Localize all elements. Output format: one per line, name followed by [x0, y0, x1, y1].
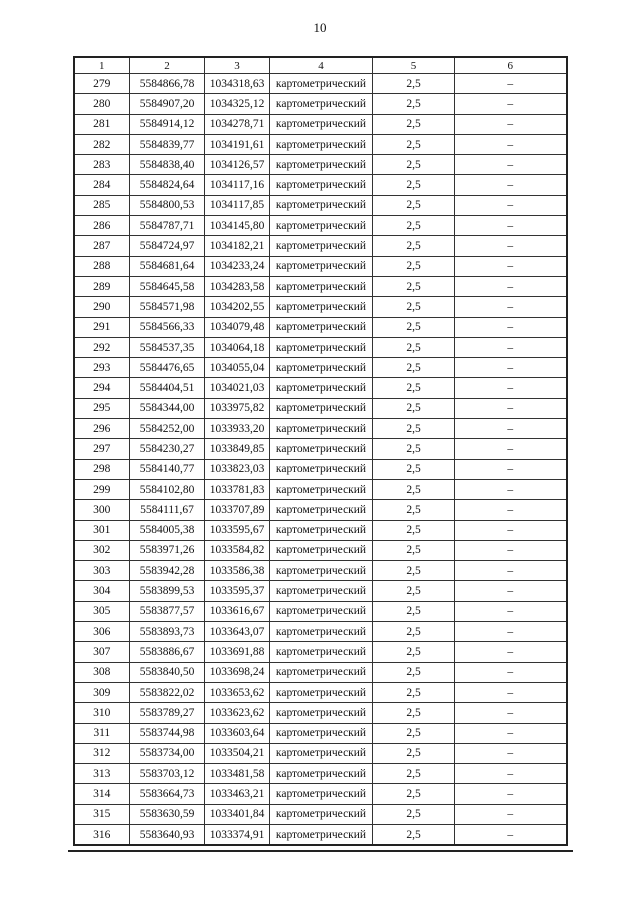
table-row — [74, 195, 567, 215]
cell-coord-x: 5584839,77 — [130, 134, 205, 154]
table-row — [74, 317, 567, 337]
cell-accuracy: 2,5 — [373, 74, 455, 94]
cell-method: картометрический — [270, 378, 373, 398]
cell-method: картометрический — [270, 317, 373, 337]
cell-point-number: 288 — [74, 256, 130, 276]
cell-accuracy: 2,5 — [373, 94, 455, 114]
cell-point-number: 314 — [74, 784, 130, 804]
header-col-5: 5 — [373, 57, 455, 74]
cell-coord-y: 1034079,48 — [205, 317, 270, 337]
cell-accuracy: 2,5 — [373, 764, 455, 784]
cell-accuracy: 2,5 — [373, 784, 455, 804]
cell-coord-y: 1034064,18 — [205, 337, 270, 357]
cell-accuracy: 2,5 — [373, 398, 455, 418]
cell-coord-y: 1033603,64 — [205, 723, 270, 743]
cell-accuracy: 2,5 — [373, 682, 455, 702]
cell-method: картометрический — [270, 601, 373, 621]
table-row — [74, 479, 567, 499]
cell-point-number: 316 — [74, 824, 130, 845]
table-row — [74, 216, 567, 236]
cell-coord-x: 5584566,33 — [130, 317, 205, 337]
cell-coord-y: 1033698,24 — [205, 662, 270, 682]
cell-note: – — [455, 581, 567, 601]
cell-note: – — [455, 520, 567, 540]
cell-coord-y: 1034117,16 — [205, 175, 270, 195]
cell-note: – — [455, 784, 567, 804]
cell-coord-y: 1033595,37 — [205, 581, 270, 601]
table-row — [74, 723, 567, 743]
table-row — [74, 642, 567, 662]
table-row — [74, 520, 567, 540]
cell-note: – — [455, 662, 567, 682]
cell-point-number: 309 — [74, 682, 130, 702]
cell-point-number: 302 — [74, 540, 130, 560]
cell-method: картометрический — [270, 540, 373, 560]
cell-accuracy: 2,5 — [373, 439, 455, 459]
cell-note: – — [455, 439, 567, 459]
cell-note: – — [455, 378, 567, 398]
cell-coord-x: 5584140,77 — [130, 459, 205, 479]
cell-method: картометрический — [270, 419, 373, 439]
table-row — [74, 459, 567, 479]
table-row — [74, 804, 567, 824]
cell-accuracy: 2,5 — [373, 540, 455, 560]
cell-note: – — [455, 723, 567, 743]
table-row — [74, 155, 567, 175]
cell-coord-y: 1033691,88 — [205, 642, 270, 662]
table-row — [74, 439, 567, 459]
cell-accuracy: 2,5 — [373, 500, 455, 520]
cell-coord-x: 5583942,28 — [130, 561, 205, 581]
cell-point-number: 315 — [74, 804, 130, 824]
cell-method: картометрический — [270, 764, 373, 784]
cell-accuracy: 2,5 — [373, 134, 455, 154]
cell-coord-x: 5584681,64 — [130, 256, 205, 276]
cell-coord-y: 1033504,21 — [205, 743, 270, 763]
cell-coord-x: 5583886,67 — [130, 642, 205, 662]
cell-point-number: 282 — [74, 134, 130, 154]
cell-coord-x: 5584230,27 — [130, 439, 205, 459]
cell-method: картометрический — [270, 703, 373, 723]
cell-method: картометрический — [270, 276, 373, 296]
cell-coord-y: 1034233,24 — [205, 256, 270, 276]
cell-method: картометрический — [270, 74, 373, 94]
header-col-6: 6 — [455, 57, 567, 74]
cell-coord-y: 1034283,58 — [205, 276, 270, 296]
cell-note: – — [455, 114, 567, 134]
cell-note: – — [455, 236, 567, 256]
cell-point-number: 289 — [74, 276, 130, 296]
cell-accuracy: 2,5 — [373, 378, 455, 398]
table-header-row — [74, 57, 567, 74]
cell-accuracy: 2,5 — [373, 824, 455, 845]
cell-note: – — [455, 195, 567, 215]
cell-point-number: 304 — [74, 581, 130, 601]
cell-coord-y: 1033975,82 — [205, 398, 270, 418]
cell-coord-x: 5583789,27 — [130, 703, 205, 723]
cell-point-number: 300 — [74, 500, 130, 520]
table-row — [74, 784, 567, 804]
table-row — [74, 358, 567, 378]
cell-coord-y: 1033781,83 — [205, 479, 270, 499]
cell-point-number: 284 — [74, 175, 130, 195]
cell-coord-y: 1034117,85 — [205, 195, 270, 215]
cell-point-number: 298 — [74, 459, 130, 479]
cell-point-number: 308 — [74, 662, 130, 682]
cell-method: картометрический — [270, 256, 373, 276]
cell-coord-x: 5583877,57 — [130, 601, 205, 621]
cell-coord-x: 5584824,64 — [130, 175, 205, 195]
cell-accuracy: 2,5 — [373, 236, 455, 256]
cell-note: – — [455, 216, 567, 236]
cell-point-number: 283 — [74, 155, 130, 175]
cell-point-number: 295 — [74, 398, 130, 418]
cell-coord-x: 5584537,35 — [130, 337, 205, 357]
cell-coord-x: 5583899,53 — [130, 581, 205, 601]
cell-point-number: 307 — [74, 642, 130, 662]
table-row — [74, 764, 567, 784]
cell-accuracy: 2,5 — [373, 622, 455, 642]
cell-method: картометрический — [270, 94, 373, 114]
cell-note: – — [455, 297, 567, 317]
cell-note: – — [455, 743, 567, 763]
cell-coord-y: 1033481,58 — [205, 764, 270, 784]
cell-note: – — [455, 479, 567, 499]
cell-point-number: 280 — [74, 94, 130, 114]
cell-point-number: 301 — [74, 520, 130, 540]
cell-coord-x: 5584787,71 — [130, 216, 205, 236]
table-row — [74, 419, 567, 439]
cell-coord-x: 5584571,98 — [130, 297, 205, 317]
cell-coord-x: 5584102,80 — [130, 479, 205, 499]
table-row — [74, 175, 567, 195]
cell-note: – — [455, 358, 567, 378]
cell-method: картометрический — [270, 520, 373, 540]
table-row — [74, 581, 567, 601]
cell-coord-y: 1033823,03 — [205, 459, 270, 479]
cell-accuracy: 2,5 — [373, 358, 455, 378]
cell-point-number: 290 — [74, 297, 130, 317]
table-row — [74, 824, 567, 845]
cell-coord-x: 5583971,26 — [130, 540, 205, 560]
table-row — [74, 256, 567, 276]
cell-accuracy: 2,5 — [373, 804, 455, 824]
table-row — [74, 114, 567, 134]
cell-accuracy: 2,5 — [373, 175, 455, 195]
cell-accuracy: 2,5 — [373, 216, 455, 236]
cell-note: – — [455, 561, 567, 581]
cell-method: картометрический — [270, 824, 373, 845]
cell-note: – — [455, 419, 567, 439]
cell-method: картометрический — [270, 723, 373, 743]
cell-note: – — [455, 804, 567, 824]
cell-point-number: 279 — [74, 74, 130, 94]
table-row — [74, 743, 567, 763]
table-row — [74, 297, 567, 317]
cell-accuracy: 2,5 — [373, 256, 455, 276]
cell-coord-x: 5584838,40 — [130, 155, 205, 175]
cell-coord-y: 1033653,62 — [205, 682, 270, 702]
cell-coord-y: 1034278,71 — [205, 114, 270, 134]
cell-note: – — [455, 256, 567, 276]
cell-method: картометрический — [270, 500, 373, 520]
cell-point-number: 311 — [74, 723, 130, 743]
cell-point-number: 306 — [74, 622, 130, 642]
cell-accuracy: 2,5 — [373, 743, 455, 763]
cell-coord-x: 5584252,00 — [130, 419, 205, 439]
cell-method: картометрический — [270, 581, 373, 601]
cell-coord-x: 5583640,93 — [130, 824, 205, 845]
cell-coord-y: 1033463,21 — [205, 784, 270, 804]
cell-coord-y: 1033595,67 — [205, 520, 270, 540]
cell-accuracy: 2,5 — [373, 703, 455, 723]
cell-point-number: 286 — [74, 216, 130, 236]
cell-method: картометрический — [270, 358, 373, 378]
cell-coord-y: 1033584,82 — [205, 540, 270, 560]
cell-accuracy: 2,5 — [373, 114, 455, 134]
cell-accuracy: 2,5 — [373, 581, 455, 601]
cell-point-number: 292 — [74, 337, 130, 357]
cell-accuracy: 2,5 — [373, 561, 455, 581]
table-row — [74, 500, 567, 520]
cell-note: – — [455, 94, 567, 114]
cell-coord-x: 5584404,51 — [130, 378, 205, 398]
cell-method: картометрический — [270, 155, 373, 175]
cell-accuracy: 2,5 — [373, 601, 455, 621]
cell-coord-x: 5584005,38 — [130, 520, 205, 540]
table-row — [74, 662, 567, 682]
cell-coord-y: 1033933,20 — [205, 419, 270, 439]
cell-coord-y: 1034325,12 — [205, 94, 270, 114]
cell-note: – — [455, 764, 567, 784]
table-row — [74, 398, 567, 418]
cell-coord-x: 5584800,53 — [130, 195, 205, 215]
cell-method: картометрический — [270, 642, 373, 662]
cell-note: – — [455, 134, 567, 154]
cell-coord-y: 1034055,04 — [205, 358, 270, 378]
table-row — [74, 622, 567, 642]
cell-point-number: 299 — [74, 479, 130, 499]
cell-coord-x: 5583893,73 — [130, 622, 205, 642]
cell-method: картометрический — [270, 743, 373, 763]
cell-coord-x: 5584344,00 — [130, 398, 205, 418]
cell-method: картометрический — [270, 398, 373, 418]
table-row — [74, 276, 567, 296]
cell-note: – — [455, 155, 567, 175]
cell-point-number: 297 — [74, 439, 130, 459]
header-col-3: 3 — [205, 57, 270, 74]
cell-accuracy: 2,5 — [373, 520, 455, 540]
cell-coord-y: 1033616,67 — [205, 601, 270, 621]
cell-note: – — [455, 175, 567, 195]
cell-coord-x: 5583630,59 — [130, 804, 205, 824]
header-col-1: 1 — [74, 57, 130, 74]
page-number: 10 — [313, 20, 327, 35]
cell-note: – — [455, 317, 567, 337]
cell-coord-y: 1033374,91 — [205, 824, 270, 845]
cell-point-number: 310 — [74, 703, 130, 723]
table-row — [74, 94, 567, 114]
table-row — [74, 682, 567, 702]
cell-coord-x: 5583744,98 — [130, 723, 205, 743]
cell-method: картометрический — [270, 622, 373, 642]
table-header — [74, 57, 567, 74]
cell-coord-x: 5583664,73 — [130, 784, 205, 804]
cell-accuracy: 2,5 — [373, 195, 455, 215]
cell-point-number: 293 — [74, 358, 130, 378]
cell-method: картометрический — [270, 337, 373, 357]
cell-method: картометрический — [270, 561, 373, 581]
cell-coord-y: 1034182,21 — [205, 236, 270, 256]
cell-coord-y: 1034191,61 — [205, 134, 270, 154]
cell-accuracy: 2,5 — [373, 337, 455, 357]
cell-accuracy: 2,5 — [373, 662, 455, 682]
cell-point-number: 296 — [74, 419, 130, 439]
cell-accuracy: 2,5 — [373, 419, 455, 439]
cell-coord-x: 5584111,67 — [130, 500, 205, 520]
bottom-rule — [68, 850, 573, 852]
cell-method: картометрический — [270, 439, 373, 459]
cell-coord-y: 1034318,63 — [205, 74, 270, 94]
cell-note: – — [455, 642, 567, 662]
cell-note: – — [455, 682, 567, 702]
cell-coord-y: 1033707,89 — [205, 500, 270, 520]
cell-coord-y: 1033401,84 — [205, 804, 270, 824]
cell-point-number: 294 — [74, 378, 130, 398]
cell-point-number: 305 — [74, 601, 130, 621]
cell-coord-x: 5583822,02 — [130, 682, 205, 702]
cell-note: – — [455, 500, 567, 520]
cell-method: картометрический — [270, 804, 373, 824]
cell-coord-x: 5584724,97 — [130, 236, 205, 256]
cell-coord-y: 1034021,03 — [205, 378, 270, 398]
cell-coord-x: 5584476,65 — [130, 358, 205, 378]
cell-coord-x: 5584907,20 — [130, 94, 205, 114]
cell-point-number: 281 — [74, 114, 130, 134]
cell-coord-x: 5583734,00 — [130, 743, 205, 763]
coordinates-table — [73, 56, 568, 846]
table-row — [74, 703, 567, 723]
cell-coord-y: 1033623,62 — [205, 703, 270, 723]
table-row — [74, 378, 567, 398]
cell-coord-y: 1034126,57 — [205, 155, 270, 175]
cell-point-number: 312 — [74, 743, 130, 763]
cell-method: картометрический — [270, 662, 373, 682]
header-col-4: 4 — [270, 57, 373, 74]
cell-method: картометрический — [270, 236, 373, 256]
table-row — [74, 540, 567, 560]
cell-method: картометрический — [270, 114, 373, 134]
cell-coord-x: 5583703,12 — [130, 764, 205, 784]
cell-note: – — [455, 337, 567, 357]
cell-accuracy: 2,5 — [373, 459, 455, 479]
cell-point-number: 313 — [74, 764, 130, 784]
table-body — [74, 74, 567, 846]
table-row — [74, 561, 567, 581]
cell-coord-x: 5584866,78 — [130, 74, 205, 94]
cell-note: – — [455, 703, 567, 723]
table-row — [74, 601, 567, 621]
cell-method: картометрический — [270, 682, 373, 702]
cell-note: – — [455, 74, 567, 94]
cell-accuracy: 2,5 — [373, 297, 455, 317]
cell-point-number: 291 — [74, 317, 130, 337]
cell-accuracy: 2,5 — [373, 642, 455, 662]
cell-note: – — [455, 459, 567, 479]
header-col-2: 2 — [130, 57, 205, 74]
cell-note: – — [455, 398, 567, 418]
cell-method: картометрический — [270, 216, 373, 236]
cell-note: – — [455, 824, 567, 845]
cell-coord-x: 5583840,50 — [130, 662, 205, 682]
cell-coord-x: 5584645,58 — [130, 276, 205, 296]
cell-note: – — [455, 276, 567, 296]
cell-accuracy: 2,5 — [373, 723, 455, 743]
cell-accuracy: 2,5 — [373, 317, 455, 337]
cell-method: картометрический — [270, 459, 373, 479]
table-row — [74, 74, 567, 94]
cell-method: картометрический — [270, 297, 373, 317]
cell-accuracy: 2,5 — [373, 479, 455, 499]
cell-method: картометрический — [270, 175, 373, 195]
cell-coord-y: 1034202,55 — [205, 297, 270, 317]
cell-method: картометрический — [270, 134, 373, 154]
cell-method: картометрический — [270, 195, 373, 215]
cell-coord-x: 5584914,12 — [130, 114, 205, 134]
cell-accuracy: 2,5 — [373, 276, 455, 296]
cell-point-number: 285 — [74, 195, 130, 215]
cell-method: картометрический — [270, 784, 373, 804]
cell-coord-y: 1034145,80 — [205, 216, 270, 236]
table-row — [74, 134, 567, 154]
cell-note: – — [455, 622, 567, 642]
cell-note: – — [455, 601, 567, 621]
cell-method: картометрический — [270, 479, 373, 499]
cell-point-number: 303 — [74, 561, 130, 581]
cell-point-number: 287 — [74, 236, 130, 256]
table-row — [74, 236, 567, 256]
cell-coord-y: 1033849,85 — [205, 439, 270, 459]
cell-accuracy: 2,5 — [373, 155, 455, 175]
cell-note: – — [455, 540, 567, 560]
table-row — [74, 337, 567, 357]
cell-coord-y: 1033586,38 — [205, 561, 270, 581]
cell-coord-y: 1033643,07 — [205, 622, 270, 642]
